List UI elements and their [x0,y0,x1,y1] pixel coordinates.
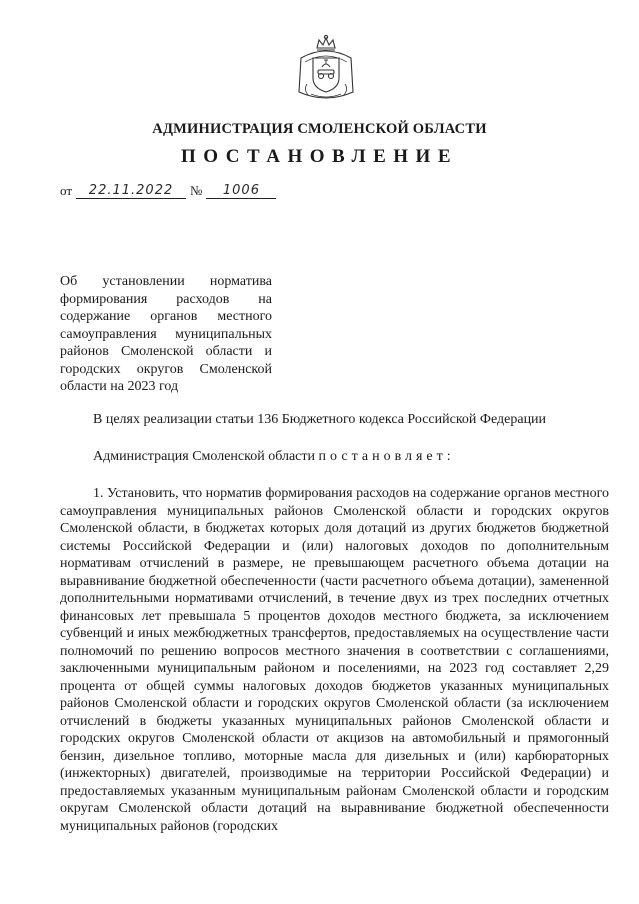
organization-title: АДМИНИСТРАЦИЯ СМОЛЕНСКОЙ ОБЛАСТИ [152,121,487,137]
subject-text: Об установлении норматива формирования расходов на содержание органов местного самоуправления муниципальных районов Смоленской области и городских округов Смоленской области на 2023 год [60,274,272,394]
paragraph-1-text: 1. Установить, что норматив формирования расходов на содержание органов местного самоуправления муниципальных районов Смоленской области и городских округов Смоленской области, в бюджетах которых доля дотаций из других бюджетов бюджетной системы Российской Федерации и (или) налоговых доходов по дополнительным нормативам отчислений в размере, не превышающем расчетного объема дотации на выравнивание бюджетной обеспеченности (части расчетного объема дотации), замененной дополнительными нормативами отчислений, в течение двух из трех последних отчетных финансовых лет превышала 5 процентов доходов местного бюджета, за исключением субвенций и иных межбюджетных трансфертов, предоставляемых на осуществление части полномочий по решению вопросов местного значения в соответствии с соглашениями, заключенными муниципальным районом и поселениями, на 2023 год составляет 2,29 процента от общей суммы налоговых доходов бюджетов указанных муниципальных районов Смоленской области и городских округов Смоленской области (за исключением отчислений в бюджеты указанных муниципальных районов Смоленской области и городских округов Смоленской области от акцизов на автомобильный и прямогонный бензин, дизельное топливо, моторные масла для дизельных и (или) карбюраторных (инжекторных) двигателей, производимые на территории Российской Федерации) и предоставляемых указанным муниципальным районам Смоленской области и городским округам Смоленской области дотаций на выравнивание бюджетной обеспеченности муниципальных районов (городских [60,486,609,834]
coat-of-arms-icon [293,34,359,104]
decree-prefix: Администрация Смоленской области [93,449,319,464]
from-label: от [60,183,73,198]
paragraph-1 [60,485,609,835]
document-type-title: ПОСТАНОВЛЕНИЕ [180,146,459,167]
document-subject [60,273,272,396]
document-number: 1006 [206,183,276,199]
intro-paragraph: В целях реализации статьи 136 Бюджетного кодекса Российской Федерации [93,412,547,427]
decree-word: постановляет: [318,449,455,464]
number-sign: № [190,183,203,198]
document-date-number-line [60,183,276,199]
decree-line [60,448,609,466]
document-date: 22.11.2022 [76,183,186,199]
